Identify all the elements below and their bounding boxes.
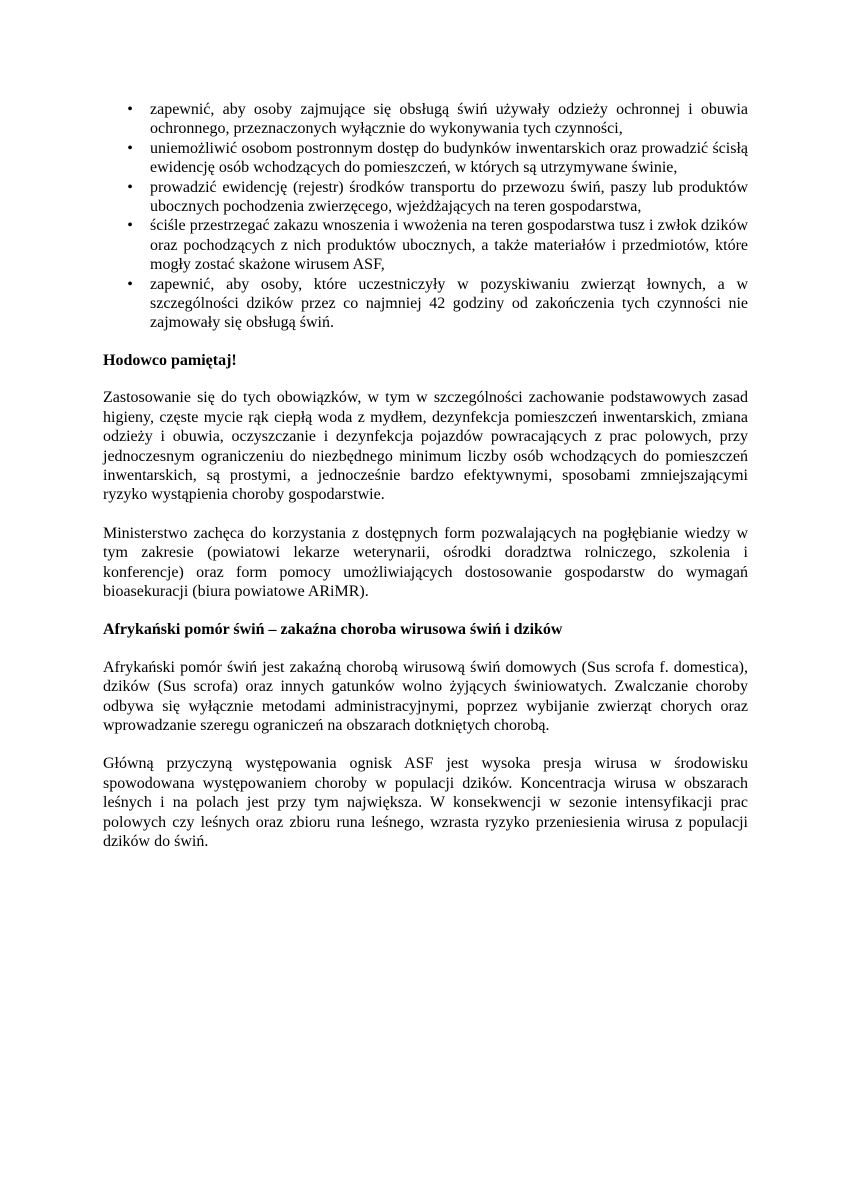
- bullet-icon: [125, 216, 135, 235]
- bullet-item: [103, 178, 748, 217]
- section-heading-reminder: Hodowco pamiętaj!: [103, 351, 237, 369]
- bullet-text: prowadzić ewidencję (rejestr) środków transportu do przewozu świń, paszy lub produktów ubocznych pochodzenia zwierzęcego, wjeżdżających na teren gospodarstwa,: [150, 178, 748, 216]
- bullet-text: zapewnić, aby osoby, które uczestniczyły w pozyskiwaniu zwierząt łownych, a w szczególności dzików przez co najmniej 42 godziny od zakończenia tych czynności nie zajmowały się obsługą świń.: [150, 275, 748, 332]
- paragraph: Zastosowanie się do tych obowiązków, w tym w szczególności zachowanie podstawowych zasad higieny, częste mycie rąk ciepłą woda z mydłem, dezynfekcja pomieszczeń inwentarskich, zmiana odzieży i obuwia, oczyszczanie i dezynfekcja pojazdów powracających z prac polowych, przy jednoczesnym ograniczeniu do niezbędnego minimum liczby osób wchodzących do pomieszczeń inwentarskich, są prostymi, a jednocześnie bardzo efektywnymi, sposobami zmniejszającymi ryzyko wystąpienia choroby gospodarstwie.: [103, 389, 748, 504]
- bullet-text: uniemożliwić osobom postronnym dostęp do budynków inwentarskich oraz prowadzić ścisłą ewidencję osób wchodzących do pomieszczeń, w których są utrzymywane świnie,: [150, 139, 748, 177]
- paragraph: Afrykański pomór świń jest zakaźną chorobą wirusową świń domowych (Sus scrofa f. domestica), dzików (Sus scrofa) oraz innych gatunków wolno żyjących świniowatych. Zwalczanie choroby odbywa się wyłącznie metodami administracyjnymi, poprzez wybijanie zwierząt chorych oraz wprowadzanie szeregu ograniczeń na obszarach dotkniętych chorobą.: [103, 658, 748, 734]
- bullet-item: [103, 100, 748, 139]
- bullet-icon: [125, 139, 135, 158]
- bullet-text: ściśle przestrzegać zakazu wnoszenia i wwożenia na teren gospodarstwa tusz i zwłok dzików oraz pochodzących z nich produktów ubocznych, a także materiałów i przedmiotów, które mogły zostać skażone wirusem ASF,: [150, 217, 748, 274]
- bullet-icon: [125, 178, 135, 197]
- bullet-item: [103, 275, 748, 333]
- section-heading-asf: Afrykański pomór świń – zakaźna choroba wirusowa świń i dzików: [103, 621, 563, 639]
- document-content: [103, 100, 748, 870]
- bullet-text: zapewnić, aby osoby zajmujące się obsługą świń używały odzieży ochronnej i obuwia ochronnego, przeznaczonych wyłącznie do wykonywania tych czynności,: [150, 101, 748, 138]
- paragraph: Główną przyczyną występowania ognisk ASF jest wysoka presja wirusa w środowisku spowodowana występowaniem choroby w populacji dzików. Koncentracja wirusa w obszarach leśnych i na polach jest przy tym największa. W konsekwencji w sezonie intensyfikacji prac polowych czy leśnych oraz zbioru runa leśnego, wzrasta ryzyko przeniesienia wirusa z populacji dzików do świń.: [103, 755, 748, 850]
- obligations-bullet-list: [103, 100, 748, 333]
- bullet-item: [103, 139, 748, 178]
- bullet-item: [103, 216, 748, 274]
- bullet-icon: [125, 275, 135, 294]
- paragraph: Ministerstwo zachęca do korzystania z dostępnych form pozwalających na pogłębianie wiedzy w tym zakresie (powiatowi lekarze weterynarii, ośrodki doradztwa rolniczego, szkolenia i konferencje) oraz form pomocy umożliwiających dostosowanie gospodarstw do wymagań bioasekuracji (biura powiatowe ARiMR).: [103, 524, 748, 600]
- bullet-icon: [125, 100, 135, 119]
